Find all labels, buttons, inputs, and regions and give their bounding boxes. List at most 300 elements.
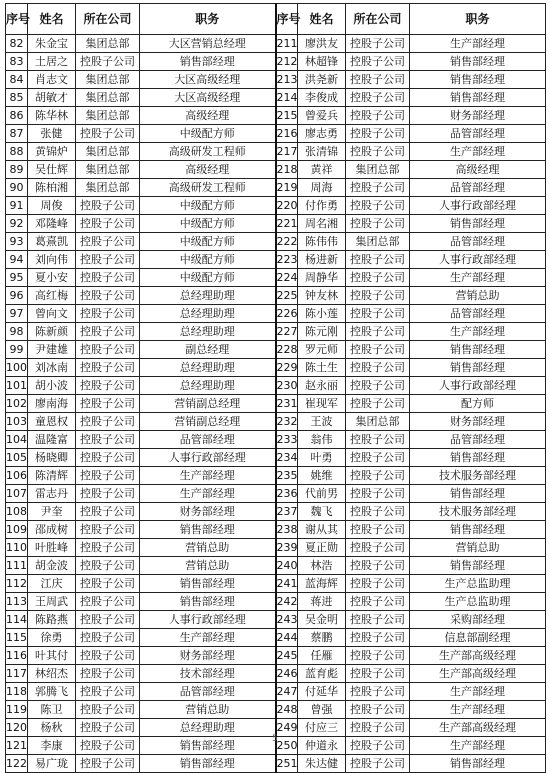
cell-index: 211 [276, 35, 298, 53]
cell-position: 销售部经理 [140, 755, 276, 773]
table-row [6, 629, 546, 647]
cell-company: 集团总部 [346, 161, 410, 179]
cell-name: 代前男 [298, 485, 346, 503]
cell-index: 92 [6, 215, 28, 233]
cell-company: 控股子公司 [346, 629, 410, 647]
cell-index: 219 [276, 179, 298, 197]
cell-company: 控股子公司 [346, 755, 410, 773]
cell-name: 夏小安 [28, 269, 76, 287]
cell-company: 控股子公司 [346, 611, 410, 629]
cell-name: 高红梅 [28, 287, 76, 305]
cell-position: 品管部经理 [410, 305, 546, 323]
table-row [6, 71, 546, 89]
cell-position: 销售部经理 [410, 557, 546, 575]
cell-index: 221 [276, 215, 298, 233]
table-row [6, 503, 546, 521]
cell-company: 控股子公司 [346, 125, 410, 143]
cell-company: 控股子公司 [76, 125, 140, 143]
cell-position: 生产部经理 [410, 269, 546, 287]
cell-index: 87 [6, 125, 28, 143]
cell-index: 102 [6, 395, 28, 413]
cell-position: 销售部经理 [140, 521, 276, 539]
cell-name: 任雁 [298, 647, 346, 665]
cell-position: 财务部经理 [410, 413, 546, 431]
cell-index: 213 [276, 71, 298, 89]
cell-name: 陈华林 [28, 107, 76, 125]
cell-position: 人事行政部经理 [410, 197, 546, 215]
table-row [6, 89, 546, 107]
table-row [6, 323, 546, 341]
cell-position: 营销副总经理 [140, 395, 276, 413]
cell-position: 高级经理 [140, 161, 276, 179]
cell-position: 大区营销总经理 [140, 35, 276, 53]
cell-name: 温隆富 [28, 431, 76, 449]
cell-position: 人事行政部经理 [410, 251, 546, 269]
table-row [6, 665, 546, 683]
cell-company: 控股子公司 [346, 557, 410, 575]
table-row [6, 647, 546, 665]
cell-name: 叶胜峰 [28, 539, 76, 557]
cell-index: 121 [6, 737, 28, 755]
cell-index: 114 [6, 611, 28, 629]
cell-company: 控股子公司 [76, 233, 140, 251]
cell-index: 113 [6, 593, 28, 611]
cell-company: 控股子公司 [76, 485, 140, 503]
cell-position: 销售部经理 [410, 521, 546, 539]
cell-name: 葛熹凯 [28, 233, 76, 251]
table-row [6, 611, 546, 629]
cell-company: 控股子公司 [76, 611, 140, 629]
cell-index: 251 [276, 755, 298, 773]
cell-position: 总经理助理 [140, 719, 276, 737]
cell-company: 控股子公司 [346, 323, 410, 341]
cell-name: 周俊 [28, 197, 76, 215]
cell-name: 李康 [28, 737, 76, 755]
header-index: 序号 [6, 4, 28, 35]
cell-name: 曾强 [298, 701, 346, 719]
cell-company: 控股子公司 [76, 413, 140, 431]
table-header-row [6, 4, 546, 35]
cell-company: 控股子公司 [76, 305, 140, 323]
cell-position: 销售部经理 [410, 89, 546, 107]
cell-name: 林超锋 [298, 53, 346, 71]
cell-company: 控股子公司 [346, 665, 410, 683]
cell-company: 控股子公司 [346, 449, 410, 467]
cell-name: 姚维 [298, 467, 346, 485]
cell-company: 控股子公司 [76, 197, 140, 215]
cell-position: 品管部经理 [140, 683, 276, 701]
cell-position: 人事行政部经理 [140, 611, 276, 629]
personnel-table [5, 3, 546, 773]
cell-company: 集团总部 [76, 179, 140, 197]
table-row [6, 143, 546, 161]
table-row [6, 251, 546, 269]
cell-company: 控股子公司 [76, 701, 140, 719]
cell-index: 235 [276, 467, 298, 485]
cell-position: 销售部经理 [410, 449, 546, 467]
cell-company: 控股子公司 [76, 647, 140, 665]
cell-company: 控股子公司 [76, 395, 140, 413]
cell-name: 尹奎 [28, 503, 76, 521]
cell-position: 技术部经理 [140, 665, 276, 683]
cell-company: 控股子公司 [76, 269, 140, 287]
cell-position: 营销总助 [140, 701, 276, 719]
cell-index: 250 [276, 737, 298, 755]
cell-index: 233 [276, 431, 298, 449]
cell-name: 叶其付 [28, 647, 76, 665]
cell-position: 高级研发工程师 [140, 179, 276, 197]
table-row [6, 449, 546, 467]
cell-company: 控股子公司 [346, 89, 410, 107]
cell-name: 吴仕辉 [28, 161, 76, 179]
cell-name: 蓝育彪 [298, 665, 346, 683]
cell-index: 231 [276, 395, 298, 413]
cell-index: 93 [6, 233, 28, 251]
cell-position: 生产部经理 [410, 143, 546, 161]
table-row [6, 179, 546, 197]
cell-name: 土居之 [28, 53, 76, 71]
cell-company: 控股子公司 [76, 341, 140, 359]
cell-position: 人事行政部经理 [140, 449, 276, 467]
cell-company: 控股子公司 [346, 341, 410, 359]
header-company: 所在公司 [76, 4, 140, 35]
cell-name: 王波 [298, 413, 346, 431]
table-row [6, 683, 546, 701]
cell-index: 217 [276, 143, 298, 161]
cell-company: 控股子公司 [76, 719, 140, 737]
cell-index: 91 [6, 197, 28, 215]
cell-name: 陈土生 [298, 359, 346, 377]
cell-position: 财务部经理 [140, 503, 276, 521]
table-row [6, 215, 546, 233]
table-row [6, 107, 546, 125]
cell-name: 邵成树 [28, 521, 76, 539]
cell-position: 财务部经理 [410, 107, 546, 125]
cell-index: 105 [6, 449, 28, 467]
cell-index: 246 [276, 665, 298, 683]
cell-name: 邓隆峰 [28, 215, 76, 233]
cell-name: 钟友林 [298, 287, 346, 305]
cell-position: 生产部经理 [140, 467, 276, 485]
cell-name: 陈新颜 [28, 323, 76, 341]
cell-name: 周海 [298, 179, 346, 197]
cell-company: 控股子公司 [346, 647, 410, 665]
cell-index: 239 [276, 539, 298, 557]
cell-name: 廖南海 [28, 395, 76, 413]
table-row [6, 305, 546, 323]
cell-index: 101 [6, 377, 28, 395]
cell-name: 吴金明 [298, 611, 346, 629]
cell-company: 控股子公司 [76, 665, 140, 683]
cell-company: 控股子公司 [76, 467, 140, 485]
table-row [6, 467, 546, 485]
cell-index: 226 [276, 305, 298, 323]
cell-company: 控股子公司 [346, 719, 410, 737]
cell-position: 大区高级经理 [140, 89, 276, 107]
cell-name: 刘向伟 [28, 251, 76, 269]
cell-index: 104 [6, 431, 28, 449]
cell-position: 营销总助 [410, 287, 546, 305]
cell-index: 122 [6, 755, 28, 773]
cell-position: 生产部经理 [410, 701, 546, 719]
table-body [6, 35, 546, 773]
cell-position: 营销总助 [140, 557, 276, 575]
cell-index: 98 [6, 323, 28, 341]
cell-position: 销售部经理 [410, 485, 546, 503]
cell-position: 大区高级经理 [140, 71, 276, 89]
table-row [6, 575, 546, 593]
cell-name: 洪尧新 [298, 71, 346, 89]
cell-position: 总经理助理 [140, 377, 276, 395]
cell-position: 销售部经理 [140, 53, 276, 71]
cell-company: 控股子公司 [346, 287, 410, 305]
cell-name: 陈柏湘 [28, 179, 76, 197]
cell-company: 控股子公司 [76, 287, 140, 305]
cell-company: 控股子公司 [76, 359, 140, 377]
table-row [6, 53, 546, 71]
header-position: 职务 [140, 4, 276, 35]
cell-position: 高级研发工程师 [140, 143, 276, 161]
cell-position: 采购部经理 [410, 611, 546, 629]
cell-index: 84 [6, 71, 28, 89]
cell-name: 雷志丹 [28, 485, 76, 503]
cell-name: 郭腾飞 [28, 683, 76, 701]
cell-index: 107 [6, 485, 28, 503]
header-company: 所在公司 [346, 4, 410, 35]
cell-index: 83 [6, 53, 28, 71]
cell-position: 销售部经理 [410, 215, 546, 233]
cell-name: 曾爱兵 [298, 107, 346, 125]
cell-name: 罗元师 [298, 341, 346, 359]
cell-company: 控股子公司 [346, 53, 410, 71]
cell-position: 销售部经理 [410, 341, 546, 359]
cell-index: 115 [6, 629, 28, 647]
cell-company: 控股子公司 [76, 557, 140, 575]
cell-index: 120 [6, 719, 28, 737]
cell-index: 237 [276, 503, 298, 521]
cell-company: 集团总部 [76, 143, 140, 161]
cell-name: 陈卫 [28, 701, 76, 719]
cell-name: 周静华 [298, 269, 346, 287]
cell-company: 控股子公司 [346, 701, 410, 719]
cell-position: 品管部经理 [140, 431, 276, 449]
cell-index: 243 [276, 611, 298, 629]
cell-name: 廖志勇 [298, 125, 346, 143]
table-row [6, 395, 546, 413]
cell-company: 控股子公司 [76, 215, 140, 233]
cell-position: 中级配方师 [140, 251, 276, 269]
cell-name: 李俊成 [298, 89, 346, 107]
cell-index: 214 [276, 89, 298, 107]
cell-index: 224 [276, 269, 298, 287]
cell-index: 99 [6, 341, 28, 359]
cell-index: 228 [276, 341, 298, 359]
cell-company: 控股子公司 [346, 575, 410, 593]
table-row [6, 485, 546, 503]
cell-index: 85 [6, 89, 28, 107]
cell-position: 生产部经理 [410, 35, 546, 53]
cell-company: 控股子公司 [346, 539, 410, 557]
cell-name: 杨进新 [298, 251, 346, 269]
table-row [6, 377, 546, 395]
cell-name: 廖洪友 [298, 35, 346, 53]
cell-position: 生产部经理 [410, 683, 546, 701]
cell-name: 徐勇 [28, 629, 76, 647]
cell-name: 崔现军 [298, 395, 346, 413]
cell-position: 生产部经理 [410, 737, 546, 755]
cell-name: 赵永丽 [298, 377, 346, 395]
cell-position: 生产部高级经理 [410, 719, 546, 737]
cell-index: 232 [276, 413, 298, 431]
cell-index: 236 [276, 485, 298, 503]
cell-company: 控股子公司 [76, 575, 140, 593]
cell-name: 胡金波 [28, 557, 76, 575]
table-row [6, 557, 546, 575]
cell-position: 财务部经理 [140, 647, 276, 665]
cell-position: 中级配方师 [140, 215, 276, 233]
cell-position: 中级配方师 [140, 269, 276, 287]
cell-index: 112 [6, 575, 28, 593]
cell-position: 销售部经理 [410, 755, 546, 773]
cell-name: 付作勇 [298, 197, 346, 215]
table-row [6, 593, 546, 611]
cell-position: 生产部高级经理 [410, 665, 546, 683]
cell-name: 朱金宝 [28, 35, 76, 53]
cell-position: 品管部经理 [410, 125, 546, 143]
cell-company: 控股子公司 [346, 305, 410, 323]
cell-position: 销售部经理 [140, 575, 276, 593]
cell-name: 刘冰南 [28, 359, 76, 377]
cell-company: 集团总部 [346, 413, 410, 431]
cell-company: 控股子公司 [346, 737, 410, 755]
cell-position: 生产部经理 [140, 485, 276, 503]
cell-index: 249 [276, 719, 298, 737]
cell-name: 蔡鹏 [298, 629, 346, 647]
cell-position: 生产总监助理 [410, 593, 546, 611]
cell-company: 控股子公司 [76, 683, 140, 701]
cell-index: 242 [276, 593, 298, 611]
cell-index: 222 [276, 233, 298, 251]
cell-index: 96 [6, 287, 28, 305]
cell-index: 223 [276, 251, 298, 269]
cell-company: 控股子公司 [76, 449, 140, 467]
table-row [6, 341, 546, 359]
cell-name: 陈伟伟 [298, 233, 346, 251]
cell-position: 营销副总经理 [140, 413, 276, 431]
cell-company: 控股子公司 [76, 593, 140, 611]
cell-position: 人事行政部经理 [410, 377, 546, 395]
cell-position: 中级配方师 [140, 197, 276, 215]
table-row [6, 161, 546, 179]
cell-company: 控股子公司 [76, 503, 140, 521]
cell-company: 集团总部 [76, 89, 140, 107]
cell-name: 蓝海辉 [298, 575, 346, 593]
cell-name: 陈清辉 [28, 467, 76, 485]
cell-position: 中级配方师 [140, 233, 276, 251]
cell-name: 杨晓卿 [28, 449, 76, 467]
cell-index: 234 [276, 449, 298, 467]
cell-company: 控股子公司 [346, 107, 410, 125]
header-position: 职务 [410, 4, 546, 35]
cell-name: 张清锦 [298, 143, 346, 161]
cell-index: 88 [6, 143, 28, 161]
cell-index: 238 [276, 521, 298, 539]
cell-company: 控股子公司 [346, 143, 410, 161]
table-row [6, 755, 546, 773]
cell-company: 控股子公司 [76, 377, 140, 395]
cell-name: 尹建雄 [28, 341, 76, 359]
cell-position: 品管部经理 [410, 179, 546, 197]
cell-company: 控股子公司 [346, 683, 410, 701]
cell-index: 240 [276, 557, 298, 575]
cell-index: 220 [276, 197, 298, 215]
cell-company: 控股子公司 [76, 521, 140, 539]
cell-name: 仲道永 [298, 737, 346, 755]
cell-company: 集团总部 [76, 107, 140, 125]
cell-name: 叶勇 [298, 449, 346, 467]
cell-position: 品管部经理 [410, 233, 546, 251]
cell-index: 230 [276, 377, 298, 395]
cell-company: 控股子公司 [346, 431, 410, 449]
cell-position: 销售部经理 [410, 53, 546, 71]
cell-name: 黄锦炉 [28, 143, 76, 161]
cell-name: 周名湘 [298, 215, 346, 233]
cell-position: 销售部经理 [410, 71, 546, 89]
cell-company: 控股子公司 [76, 323, 140, 341]
cell-company: 集团总部 [76, 35, 140, 53]
cell-index: 244 [276, 629, 298, 647]
cell-index: 117 [6, 665, 28, 683]
cell-index: 225 [276, 287, 298, 305]
cell-name: 易广珑 [28, 755, 76, 773]
table-row [6, 125, 546, 143]
cell-index: 89 [6, 161, 28, 179]
cell-name: 童恩权 [28, 413, 76, 431]
cell-name: 曾向文 [28, 305, 76, 323]
cell-name: 翁伟 [298, 431, 346, 449]
cell-company: 控股子公司 [346, 521, 410, 539]
cell-position: 总经理助理 [140, 323, 276, 341]
cell-position: 营销总助 [140, 539, 276, 557]
cell-index: 241 [276, 575, 298, 593]
cell-company: 控股子公司 [346, 71, 410, 89]
cell-company: 集团总部 [76, 161, 140, 179]
cell-index: 229 [276, 359, 298, 377]
cell-name: 林绍杰 [28, 665, 76, 683]
table-row [6, 521, 546, 539]
cell-index: 82 [6, 35, 28, 53]
cell-company: 控股子公司 [346, 359, 410, 377]
cell-name: 张健 [28, 125, 76, 143]
cell-company: 控股子公司 [346, 503, 410, 521]
cell-company: 控股子公司 [346, 215, 410, 233]
cell-company: 控股子公司 [76, 737, 140, 755]
cell-position: 高级经理 [140, 107, 276, 125]
cell-index: 215 [276, 107, 298, 125]
cell-name: 陈小莲 [298, 305, 346, 323]
cell-position: 技术服务部经理 [410, 503, 546, 521]
cell-index: 94 [6, 251, 28, 269]
cell-name: 夏正勋 [298, 539, 346, 557]
cell-position: 技术服务部经理 [410, 467, 546, 485]
cell-name: 付延华 [298, 683, 346, 701]
cell-index: 227 [276, 323, 298, 341]
cell-index: 212 [276, 53, 298, 71]
table-row [6, 35, 546, 53]
cell-position: 生产部经理 [140, 629, 276, 647]
cell-position: 总经理助理 [140, 305, 276, 323]
cell-name: 杨秋 [28, 719, 76, 737]
